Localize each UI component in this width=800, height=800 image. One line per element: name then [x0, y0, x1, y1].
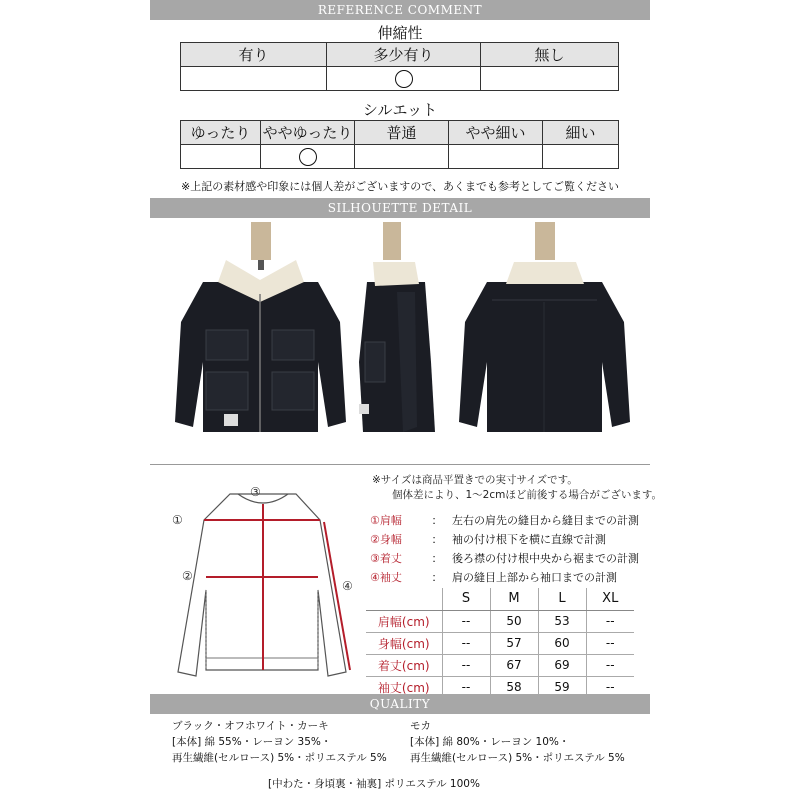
- measure-definition: [370, 529, 606, 549]
- measurement-diagram: [168, 482, 364, 682]
- table-row: [366, 610, 634, 632]
- stretch-table: [180, 42, 619, 91]
- size-table: [366, 588, 634, 699]
- size-col: [366, 588, 442, 610]
- size-value: 58: [490, 676, 538, 698]
- size-value: --: [586, 676, 634, 698]
- measure-label: ④袖丈: [370, 571, 402, 584]
- quality-left: [172, 718, 387, 766]
- quality-header: QUALITY: [150, 694, 650, 714]
- silhouette-option: 細い: [543, 121, 619, 145]
- jacket-back-photo: [452, 222, 637, 452]
- size-col: M: [490, 588, 538, 610]
- stretch-title: 伸縮性: [377, 24, 423, 42]
- silhouette-detail-header: SILHOUETTE DETAIL: [150, 198, 650, 218]
- size-col: S: [442, 588, 490, 610]
- stretch-option: 無し: [481, 43, 619, 67]
- quality-right: [410, 718, 625, 766]
- size-note-1: ※サイズは商品平置きでの実寸サイズです。: [372, 474, 578, 486]
- row-label: 袖丈(cm): [366, 676, 442, 698]
- divider: [150, 464, 650, 465]
- material-line: 再生繊維(セルロース) 5%・ポリエステル 5%: [172, 752, 387, 764]
- silhouette-title: シルエット: [362, 101, 438, 119]
- silhouette-cell: [543, 145, 619, 169]
- measure-label: ③着丈: [370, 552, 402, 565]
- silhouette-option: やや細い: [449, 121, 543, 145]
- silhouette-option: ややゆったり: [261, 121, 355, 145]
- lining-material: [中わた・身頃裏・袖裏] ポリエステル 100%: [268, 778, 480, 790]
- silhouette-cell: [181, 145, 261, 169]
- size-value: --: [586, 654, 634, 676]
- size-value: 67: [490, 654, 538, 676]
- marker-3: ③: [250, 485, 261, 499]
- size-value: --: [442, 654, 490, 676]
- measure-text: 袖の付け根下を横に直線で計測: [452, 533, 606, 546]
- size-col: L: [538, 588, 586, 610]
- selected-circle-icon: [395, 70, 413, 88]
- marker-1: ①: [172, 513, 183, 527]
- silhouette-cell: [355, 145, 449, 169]
- silhouette-cell: [449, 145, 543, 169]
- jacket-side-photo: [345, 222, 445, 452]
- marker-4: ④: [342, 579, 353, 593]
- size-value: --: [586, 610, 634, 632]
- measure-sep: ：: [431, 533, 443, 546]
- size-value: --: [586, 632, 634, 654]
- size-value: 69: [538, 654, 586, 676]
- size-value: --: [442, 632, 490, 654]
- table-row: [366, 632, 634, 654]
- reference-comment-header: REFERENCE COMMENT: [150, 0, 650, 20]
- row-label: 肩幅(cm): [366, 610, 442, 632]
- measure-text: 左右の肩先の縫目から縫目までの計測: [452, 514, 639, 527]
- measure-label: ①肩幅: [370, 514, 402, 527]
- silhouette-table: [180, 120, 619, 169]
- size-value: 57: [490, 632, 538, 654]
- size-col: XL: [586, 588, 634, 610]
- stretch-option: 有り: [181, 43, 327, 67]
- color-names: モカ: [410, 720, 431, 732]
- row-label: 着丈(cm): [366, 654, 442, 676]
- row-label: 身幅(cm): [366, 632, 442, 654]
- size-value: --: [442, 610, 490, 632]
- measure-text: 後ろ襟の付け根中央から裾までの計測: [452, 552, 639, 565]
- marker-2: ②: [182, 569, 193, 583]
- material-line: [本体] 綿 55%・レーヨン 35%・: [172, 736, 332, 748]
- table-row: [366, 654, 634, 676]
- size-value: --: [442, 676, 490, 698]
- silhouette-cell: [261, 145, 355, 169]
- measure-definition: [370, 510, 639, 530]
- measure-sep: ：: [431, 571, 443, 584]
- disclaimer: ※上記の素材感や印象には個人差がございますので、あくまでも参考としてご覧ください: [181, 180, 619, 193]
- size-table-header: [366, 588, 634, 610]
- size-value: 59: [538, 676, 586, 698]
- size-value: 53: [538, 610, 586, 632]
- stretch-cell: [481, 67, 619, 91]
- color-names: ブラック・オフホワイト・カーキ: [172, 720, 329, 732]
- selected-circle-icon: [299, 148, 317, 166]
- stretch-cell: [181, 67, 327, 91]
- jacket-front-photo: [168, 222, 353, 452]
- material-line: 再生繊維(セルロース) 5%・ポリエステル 5%: [410, 752, 625, 764]
- measure-definition: [370, 548, 639, 568]
- silhouette-option: ゆったり: [181, 121, 261, 145]
- size-value: 50: [490, 610, 538, 632]
- size-note-2: 個体差により、1～2cmほど前後する場合がございます。: [392, 489, 663, 501]
- measure-definition: [370, 567, 617, 587]
- measure-sep: ：: [431, 552, 443, 565]
- size-value: 60: [538, 632, 586, 654]
- measure-text: 肩の縫目上部から袖口までの計測: [452, 571, 617, 584]
- stretch-option: 多少有り: [327, 43, 481, 67]
- measure-label: ②身幅: [370, 533, 402, 546]
- silhouette-option: 普通: [355, 121, 449, 145]
- stretch-cell: [327, 67, 481, 91]
- measure-sep: ：: [431, 514, 443, 527]
- material-line: [本体] 綿 80%・レーヨン 10%・: [410, 736, 570, 748]
